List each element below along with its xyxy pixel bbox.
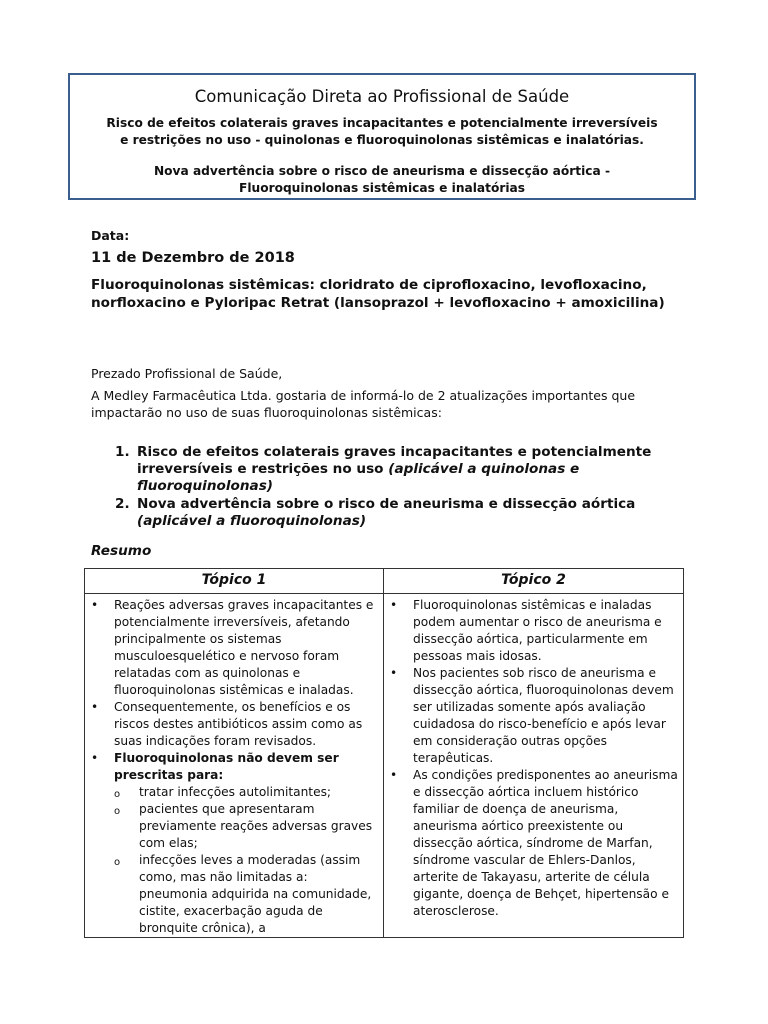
- update-note: (aplicável a fluoroquinolonas): [137, 513, 367, 529]
- header-warning: [70, 163, 694, 197]
- list-item: [388, 597, 679, 665]
- table-header-topic-2: Tópico 2: [384, 569, 684, 594]
- update-note: (aplicável a quinolonas e fluoroquinolonas): [137, 461, 580, 494]
- date-label: Data:: [91, 228, 130, 243]
- list-item: [89, 750, 379, 937]
- circle-bullet-icon: o: [114, 857, 121, 868]
- drugs-list: Fluoroquinolonas sistêmicas: cloridrato de ciprofloxacino, levofloxacino, norfloxacino e Pyloripac Retrat (lansoprazol + levofloxacino + amoxicilina): [91, 277, 665, 311]
- circle-bullet-icon: o: [114, 806, 121, 817]
- table-row: [85, 594, 684, 938]
- topic-2-cell: [384, 594, 684, 938]
- circle-bullet-icon: o: [114, 789, 121, 800]
- bullet-icon: •: [390, 666, 398, 680]
- header-subtitle: [70, 115, 694, 149]
- restriction-list: [114, 784, 379, 937]
- list-item-text: Fluoroquinolonas sistêmicas e inaladas podem aumentar o risco de aneurisma e dissecção aórtica, particularmente em pessoas mais idosas.: [413, 598, 662, 663]
- table-header-row: [85, 569, 684, 594]
- date-value: 11 de Dezembro de 2018: [91, 250, 295, 266]
- list-item: [89, 699, 379, 750]
- update-number: 1.: [115, 444, 130, 460]
- list-item-text: Reações adversas graves incapacitantes e potencialmente irreversíveis, afetando principalmente os sistemas musculoesquelético e nervoso foram relatadas com as quinolonas e fluoroquinolonas sistêmicas e inaladas.: [114, 598, 374, 697]
- update-item: [91, 496, 691, 530]
- subtitle-line-2: e restrições no uso - quinolonas e fluoroquinolonas sistêmicas e inalatórias.: [120, 133, 644, 147]
- bullet-icon: •: [390, 598, 398, 612]
- update-number: 2.: [115, 496, 130, 512]
- list-item: [388, 665, 679, 767]
- sub-list-item-text: tratar infecções autolimitantes;: [139, 785, 332, 799]
- bullet-icon: •: [91, 700, 99, 714]
- table-header-topic-1: Tópico 1: [85, 569, 384, 594]
- list-item-text: As condições predisponentes ao aneurisma e dissecção aórtica incluem histórico familiar de doença de aneurisma, aneurisma aórtico preexistente ou dissecção aórtica, síndrome de Marfan, síndrome vascular de Ehlers-Danlos, arterite de Takayasu, arterite de célula gigante, doença de Behçet, hipertensão e aterosclerose.: [413, 768, 678, 918]
- bullet-icon: •: [390, 768, 398, 782]
- intro-paragraph: A Medley Farmacêutica Ltda. gostaria de informá-lo de 2 atualizações importantes que impactarão no uso de suas fluoroquinolonas sistêmicas:: [91, 388, 636, 420]
- bullet-icon: •: [91, 751, 99, 765]
- topic-2-list: [388, 597, 679, 920]
- list-item-text: Nos pacientes sob risco de aneurisma e dissecção aórtica, fluoroquinolonas devem ser utilizadas somente após avaliação cuidadosa do risco-benefício e após levar em consideração outras opções terapêuticas.: [413, 666, 674, 765]
- restriction-heading: Fluoroquinolonas não devem ser prescritas para:: [114, 751, 339, 782]
- topic-1-cell: [85, 594, 384, 938]
- document-title: Comunicação Direta ao Profissional de Saúde: [194, 87, 570, 106]
- summary-table: [84, 568, 684, 938]
- list-item-text: Consequentemente, os benefícios e os riscos destes antibióticos assim como as suas indicações foram revisados.: [114, 700, 363, 748]
- summary-title: Resumo: [91, 543, 152, 559]
- warning-line-1: Nova advertência sobre o risco de aneurisma e dissecção aórtica -: [153, 164, 611, 178]
- sub-list-item-text: infecções leves a moderadas (assim como, mas não limitadas a: pneumonia adquirida na comunidade, cistite, exacerbação aguda de bronquite crônica), a: [139, 853, 372, 935]
- greeting: Prezado Profissional de Saúde,: [91, 366, 283, 381]
- sub-list-item: [114, 801, 379, 852]
- list-item: [89, 597, 379, 699]
- header-box: [68, 73, 696, 200]
- list-item: [388, 767, 679, 920]
- bullet-icon: •: [91, 598, 99, 612]
- update-text: Risco de efeitos colaterais graves incapacitantes e potencialmente irreversíveis e restrições no uso: [137, 444, 652, 477]
- sub-list-item: [114, 784, 379, 801]
- update-text: Nova advertência sobre o risco de aneurisma e dissecção aórtica: [137, 496, 636, 512]
- topic-1-list: [89, 597, 379, 937]
- sub-list-item-text: pacientes que apresentaram previamente reações adversas graves com elas;: [139, 802, 373, 850]
- updates-list: [91, 444, 691, 531]
- subtitle-line-1: Risco de efeitos colaterais graves incapacitantes e potencialmente irreversíveis: [106, 116, 658, 130]
- sub-list-item: [114, 852, 379, 937]
- update-item: [91, 444, 691, 495]
- warning-line-2: Fluoroquinolonas sistêmicas e inalatórias: [239, 181, 525, 195]
